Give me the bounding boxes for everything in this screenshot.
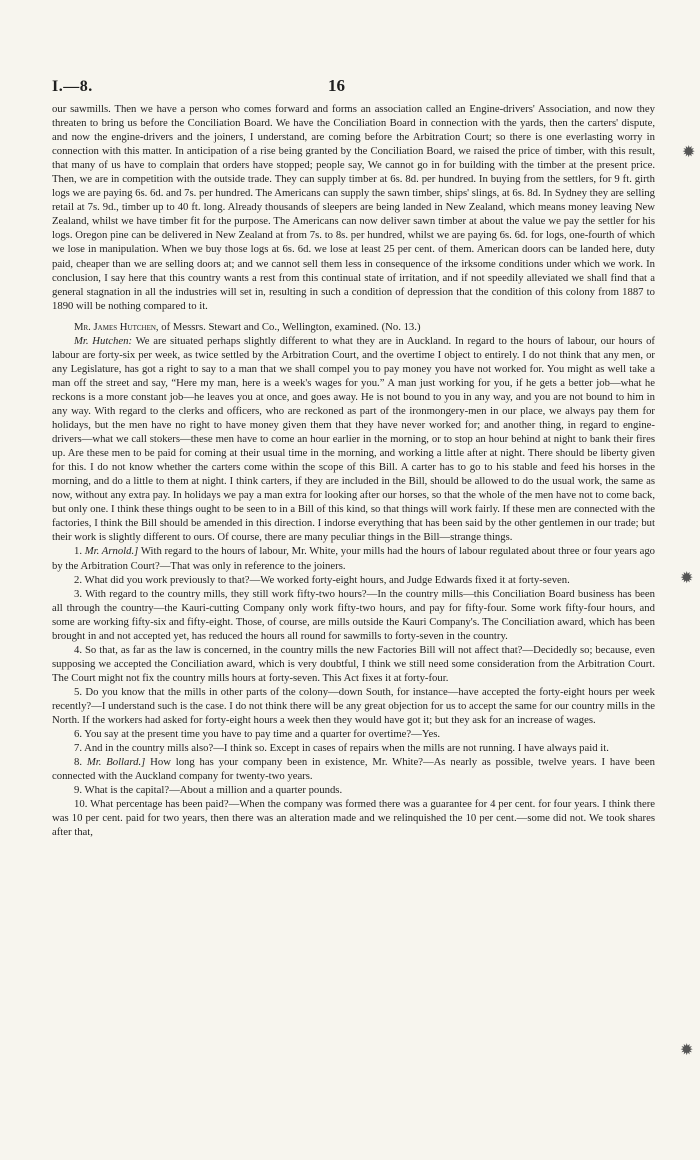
margin-mark-icon: ✹ <box>680 568 694 587</box>
question-item <box>52 727 655 741</box>
document-body <box>52 102 655 839</box>
question-number: 3. <box>74 587 83 600</box>
paragraph-text: our sawmills. Then we have a person who comes forward and forms an association called an Engine-drivers' Association, and now they threaten to bring us before the Conciliation Board. We have the Conciliation Board in connection with the yards, then the carters' dispute, and now the engine-drivers and the joiners, I understand, are coming before the Arbitration Court; so there is one everlasting worry in connection with this matter. In anticipation of a rise being granted by the Conciliation Board, we raised the price of timber, with this result, that many of us have to complain that orders have stopped; people say, We cannot go in for building with the timber at the present price. Then, we are in competition with the outside trade. They can supply timber at 6s. 8d. per hundred. In buying from the settlers, for 9 ft. girth logs we are paying 6s. 6d. and 7s. per hundred. The Americans can supply the sawn timber, ships' slings, at 6s. 8d. In Sydney they are selling retail at 7s. 9d., timber up to 40 ft. long. Already thousands of sleepers are being landed in New Zealand, which means money leaving New Zealand, whilst we have timber fit for the purpose. The Americans can now deliver sawn timber at about the value we pay the settler for his logs. Oregon pine can be delivered in New Zealand at from 7s. to 8s. per hundred, whilst we are paying 6s. 6d. for logs, one-fourth of which we lose in manipulation. When we buy those logs at 6s. 6d. we lose at least 25 per cent. of them. American doors can be landed here, duty paid, cheaper than we are selling doors at; and we cannot sell them less in consequence of the irksome conditions under which we work. In conclusion, I say here that this country wants a rest from this continual state of irritation, and if not speedily alleviated we shall find that a general stagnation in all the industries will set in, resulting in such a condition of depression that the condition of this colony from 1887 to 1890 will be nothing compared to it. <box>52 103 655 312</box>
question-number: 9. <box>74 784 83 797</box>
question-text: Do you know that the mills in other parts of the colony—down South, for instance—have accepted the forty-eight hours per week recently?—I understand such is the case. I do not think there will be any great objection for us to accept the same for our country mills in the North. If the workers had asked for forty-eight hours a week then they would have got it; but they ask for an increase of wages. <box>52 685 656 727</box>
question-text: So that, as far as the law is concerned, in the country mills the new Factories Bill will not affect that?—Decidedly so; because, even supposing we accepted the Conciliation award, which is very doubtful, I think we still need some consideration from the Arbitration Court. The Court might not fix the country mills hours at forty-seven. This Act fixes it at forty-four. <box>52 643 656 684</box>
question-number: 5. <box>74 685 83 698</box>
question-text: With regard to the hours of labour, Mr. White, your mills had the hours of labour regulated about three or four years ago by the Arbitration Court?—That was only in reference to the joiners. <box>52 545 656 572</box>
speaker-name: Mr. Bollard.] <box>86 756 146 769</box>
question-item <box>52 685 655 727</box>
question-item <box>52 755 655 783</box>
question-text: How long has your company been in existence, Mr. White?—As nearly as possible, twelve years. I have been connected with the Auckland company for twenty-two years. <box>52 756 656 783</box>
question-text: What is the capital?—About a million and a quarter pounds. <box>84 784 343 797</box>
question-number: 6. <box>74 728 83 741</box>
question-text: With regard to the country mills, they still work fifty-two hours?—In the country mills—this Conciliation Board business has been all through the country—the Kauri-cutting Company only work fifty-two hours, and pay for fifty-four. Some work fifty-four hours, and some are working fifty-six and fifty-eight. Those, of course, are mills outside the Kauri Company's. The Conciliation award, which has been brought in and not accepted yet, has reduced the hours all round for sawmills to forty-seven in the country. <box>52 587 656 642</box>
series-reference: I.—8. <box>52 78 93 95</box>
witness-details: of Messrs. Stewart and Co., Wellington, examined. (No. 13.) <box>158 320 421 333</box>
page-number: 16 <box>328 76 345 95</box>
question-item <box>52 741 655 755</box>
question-number: 10. <box>74 798 88 811</box>
question-number: 7. <box>74 742 83 755</box>
witness-name: Mr. James Hutchen, <box>74 320 159 333</box>
question-item <box>52 783 655 797</box>
witness-heading <box>52 320 655 334</box>
question-text: What percentage has been paid?—When the company was formed there was a guarantee for 4 per cent. for four years. I think there was 10 per cent. paid for two years, then there was an alteration made and we relinquished the 10 per cent.—some did not. We took shares after that, <box>52 798 656 839</box>
question-item <box>52 643 655 685</box>
question-item <box>52 544 655 572</box>
question-number: 4. <box>74 643 83 656</box>
question-text: What did you work previously to that?—We worked forty-eight hours, and Judge Edwards fixed it at forty-seven. <box>84 573 570 586</box>
paragraph-text: We are situated perhaps slightly different to what they are in Auckland. In regard to the hours of labour, our hours of labour are forty-six per week, as twice settled by the Arbitration Court, and the overtime I object to entirely. I do not think that any men, or any Legislature, has got a right to say to a man that we shall compel you to pay money you have not worked for. You might as well take a man off the street and say, “Here my man, here is a week's wages for you.” A man just working for you, if he gets a better job—what he reckons is a more constant job—he leaves you at once, and goes away. He is not bound to you in any way, and you are not bound to him in any way. With regard to the clerks and officers, who are reckoned as part of the ironmongery-men in our place, we always pay them for holidays, but the men have no right to have money given them that they have never worked for; and another thing, in regard to engine-drivers—what we call stokers—these men have to come an hour earlier in the morning, or to stop an hour behind at night to bank their fires up. Are these men to be paid for coming at their usual time in the morning, and working a little after at night. There should be liberty given for this. I do not know whether the carters come within the scope of this Bill. A carter has to go to his stable and feed his horses in the morning, and do a little to them at night. I think carters, if they are included in the Bill, should be allowed to do the usual work, the same as now, without any extra pay. In holidays we pay a man extra for looking after our horses, so that the whole of the men have not to come back, but only one. I think these things ought to be seen to in a Bill of this kind, so that things will work fairly. If these men are connected with the factories, I think the Bill should be amended in this direction. I indorse everything that has been said by the other gentlemen in our trade; but their work is slightly different to ours. Of course, there are many peculiar things in the Bill—strange things. <box>52 334 655 544</box>
question-number: 8. <box>74 756 83 769</box>
paragraph <box>52 334 655 545</box>
speaker-name: Mr. Arnold.] <box>84 545 139 558</box>
margin-mark-icon: ✹ <box>680 1040 694 1059</box>
question-item <box>52 587 655 643</box>
question-number: 1. <box>74 545 83 558</box>
margin-mark-icon: ✹ <box>682 142 696 161</box>
question-item <box>52 797 655 839</box>
question-number: 2. <box>74 573 83 586</box>
question-text: And in the country mills also?—I think so. Except in cases of repairs when the mills are not running. I have always paid it. <box>84 742 609 755</box>
question-text: You say at the present time you have to pay time and a quarter for overtime?—Yes. <box>84 728 441 741</box>
paragraph <box>52 102 655 313</box>
speaker-name: Mr. Hutchen: <box>74 334 133 347</box>
question-item <box>52 573 655 587</box>
